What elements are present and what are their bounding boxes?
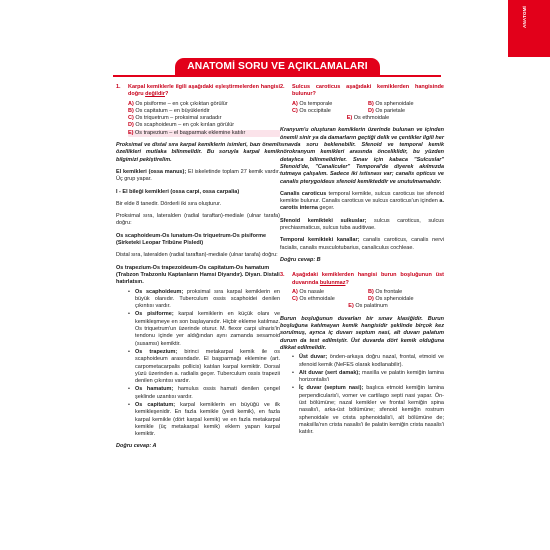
option-2b — [368, 101, 444, 108]
option-key: A) — [128, 100, 134, 107]
question-1-options — [116, 101, 280, 137]
question-1-text — [128, 84, 280, 99]
bullet-text: maxilla ve palatin kemiğin lamina horizontalis'i — [299, 369, 444, 384]
proximal-row-text: Proksimal sıra, lateralden (radial taraftan)-mediale (ulnar tarafa) doğru: — [116, 213, 280, 227]
question-2-options — [280, 101, 444, 123]
option-text: Os nasale — [299, 288, 325, 295]
bullet-text: önden-arkaya doğru nazal, frontal, etmoid ve sfenoid kemik (NeFES olarak kodlanabilir). — [299, 354, 444, 368]
option-text: Os capitatum – en büyükleridir — [135, 107, 210, 114]
option-text: Os frontale — [375, 288, 403, 295]
canalis-paragraph — [280, 191, 444, 213]
option-3e — [292, 303, 444, 310]
list-item — [128, 289, 280, 311]
option-2a — [292, 101, 368, 108]
answer-1: Doğru cevap: A — [116, 443, 157, 450]
bullet-text: karpal kemiklerin en büyüğü ve ilk kemikleşenidir. En fazla kemikle (yedi kemik), en fazla karpal kemikle (dört karpal kemik) ve en fazla metakarpal kemikle (üç metakarpal kemik) eklem yapan karpal kemiktir. — [135, 401, 280, 438]
page-header — [175, 58, 380, 75]
bullet-term: Os hamatum; — [135, 386, 174, 393]
question-2-number: 2. — [280, 84, 285, 90]
question-2-text: Sulcus caroticus aşağıdaki kemiklerden hangisinde bulunur? — [292, 84, 444, 98]
option-key: C) — [292, 296, 298, 303]
option-3b — [368, 289, 444, 296]
header-divider — [113, 75, 441, 77]
proximal-mnemonic: Os scaphoideum-Os lunatum-Os triquetrum-Os pisiforme (Sirketeki Leopar Tribüne Pisledi) — [116, 232, 267, 247]
option-1e-highlighted — [128, 130, 280, 137]
option-key: D) — [128, 122, 134, 129]
option-1d — [128, 122, 280, 129]
bullet-term: Alt duvar (sert damak); — [299, 369, 361, 376]
option-2d — [368, 108, 444, 115]
answer-2: Doğru cevap: B — [280, 256, 321, 263]
bullet-term: Os pisiforme; — [135, 311, 174, 318]
question-3-number: 3. — [280, 272, 285, 279]
carpal-count: Bir elde 8 tanedir. Dörderli iki sıra oluşturur. — [116, 200, 222, 207]
option-text: Os ethmoidale — [299, 296, 335, 303]
bullet-text: birinci metakarpal kemik ile os scaphoideum arasındadır. El başparmağı eklemine (art. carpometacarpalis pollicis) katılan karpal kemiktir. Dorsal yüzü üzerinden a. radialis geçer. Tuberculum ossis trapezii denilen çıkıntısı vardır. — [135, 348, 280, 385]
option-text: Os occipitale — [299, 107, 331, 114]
bullet-text: başlıca etmoid kemiğin lamina perpendicularis'i, vomer ve cartilago septi nasi yapar. Ön-üst bölümüne; nazal kemikler ve frontal kemiğin spina nasalis'i, arka-üst bölümüne; sfenoid kemiğin rostrum sphenoidale ve crista sphenoidalis'i, alt bölümüne de; maksilla'nın crista nasalis'i ile palatin kemiğin crista nasalis'i katılır. — [299, 385, 444, 436]
option-key: D) — [368, 296, 374, 303]
option-key: D) — [368, 107, 374, 114]
option-3d — [368, 296, 444, 303]
bullet-term: İç duvar (septum nasi); — [299, 385, 364, 392]
option-key: E) — [348, 303, 354, 310]
cranium-explanation: Kranyum'u oluşturan kemiklerin üzerinde bulunan ve içinden önemli sinir ya da damarların geçtiği delik ve çentikler ilgili her sınavda soru beklenebilir. Sfenoid ve temporal kemik nörokranyum kemikleri arasında önceliklidir, bu yüzden detaylıca bilinmelidirler. Sınav için kabaca "Sulcuslar" Sfenoid'de, "Canaliculer" Temporal'de diyerek akılmızda tutmaya çalışalım. Sadece iki istisnası var; canalis opticus ve canalis pterygoideus sfenoid kemikteddir ve unutulmamalıdır. — [280, 127, 444, 185]
hand-bones-term: El kemikleri (ossa manus); — [116, 168, 187, 175]
option-text: Os parietale — [375, 107, 405, 114]
question-2 — [280, 84, 444, 99]
distal-mnemonic: Os trapezium-Os trapezoideum-Os capitatum-Os hamatum (Trabzon Trabzonlu Kaptanların Hamsi Diyarıdır). Diyarı. Distali hatırlatsın. — [116, 264, 280, 286]
option-text: Os temporale — [299, 100, 333, 107]
bullet-term: Os capitatum; — [135, 401, 176, 408]
option-2e — [292, 115, 444, 122]
list-item — [292, 370, 444, 385]
right-column — [280, 84, 444, 436]
group-1-heading: I - El bileği kemikleri (ossa carpi, ossa carpalia) — [116, 188, 240, 195]
option-key: B) — [368, 288, 374, 295]
question-1-text-a: Karpal kemiklerle ilgili aşağıdaki eşleştirmelerden hangisi doğru — [128, 84, 280, 98]
question-3 — [280, 272, 444, 287]
bullet-term: Os trapezium; — [135, 348, 178, 355]
option-1c — [128, 115, 280, 122]
canalis-artery-term: a. carotis interna — [280, 198, 444, 212]
option-key: B) — [128, 107, 134, 114]
option-3a — [292, 289, 368, 296]
sphenoid-paragraph — [280, 218, 444, 233]
option-key: C) — [292, 107, 298, 114]
nasal-bullets — [280, 354, 444, 436]
option-1b — [128, 108, 280, 115]
side-tab-label: ANATOMİ — [522, 6, 527, 28]
option-key: E) — [128, 129, 134, 136]
option-key: E) — [346, 115, 353, 122]
question-3-emphasis: bulunmaz — [319, 279, 346, 286]
question-3-text-b: ? — [345, 279, 349, 286]
option-text: Os sphenoidale — [375, 296, 414, 303]
option-text: Os palatinum — [355, 303, 388, 310]
question-1-number: 1. — [116, 84, 121, 90]
option-text: Os sphenoidale — [375, 100, 414, 107]
bullet-term: Üst duvar; — [299, 354, 328, 361]
option-text: Os trapezium – el başparmak eklemine katılır — [135, 129, 246, 136]
question-3-text — [292, 272, 444, 287]
option-text: Os ethmoidale — [353, 115, 390, 122]
list-item — [128, 349, 280, 385]
section-side-tab[interactable] — [508, 0, 550, 57]
nasal-explanation: Burun boşluğunun duvarları bir sınav klasiğidir. Burun boşluğuna katılmayan kemik hangisidir şeklinde birçok kez sorulmuş, ayrıca iç duvarı septum nasi, alt duvarı palatum durum da test edilmiştir. Üst duvarda dört kemik olduğuna dikkat edilmelidir. — [280, 315, 444, 351]
option-text: Os triquetrum – proksimal sıradadır — [135, 115, 222, 122]
option-1a — [128, 101, 280, 108]
temporal-paragraph — [280, 237, 444, 252]
option-key: A) — [292, 288, 298, 295]
option-key: B) — [368, 100, 374, 107]
temporal-term: Temporal kemikteki kanallar; — [280, 237, 360, 244]
option-text: Os scaphoideum – en çok kırılan görülür — [135, 122, 235, 129]
question-1-text-b: ? — [164, 91, 169, 98]
explanation-intro: Proksimal ve distal sıra karpal kemiklerin isimleri, bazı önemli özellikleri mutlaka bilinmelidir. Bu soruyla karpal kemik bilgimizi pekiştirelim. — [116, 142, 280, 163]
list-item — [128, 402, 280, 438]
option-text: Os pisiforme – en çok çıkıktan görülür — [135, 100, 228, 107]
canalis-text-end: geçer. — [317, 205, 335, 212]
hand-bones-paragraph — [116, 169, 280, 184]
bullet-text: proksimal sıra karpal kemiklerin en büyük olanıdır. Tuberculum ossis scaphoidei denilen çıkıntısı vardır. — [135, 288, 280, 310]
bullet-term: Os scaphoideum; — [135, 288, 184, 295]
list-item — [128, 386, 280, 401]
distal-row-text: Distal sıra, lateralden (radial taraftan)-mediale (ulnar tarafa) doğru: — [116, 252, 278, 259]
option-key: C) — [128, 115, 134, 122]
canalis-term: Canalis caroticus — [280, 190, 327, 197]
list-item — [128, 311, 280, 347]
question-1 — [116, 84, 280, 99]
page-title: ANATOMİ SORU VE AÇIKLAMALARI — [187, 61, 368, 72]
canalis-text: temporal kemikte, sulcus caroticus ise sfenoid kemikte bulunur. Canalis caroticus ve sulcus caroticus'un içinden — [280, 190, 444, 205]
temporal-text: canalis caroticus, canalis nervi facialis, canalis musculotubarius, canaliculus cochleae. — [280, 237, 444, 251]
carpal-bullets — [116, 289, 280, 439]
hand-bones-text: El iskeletinde toplam 27 kemik vardır. Üç grup yapar. — [116, 168, 280, 183]
question-3-text-a: Aşağıdaki kemiklerden hangisi burun boşluğunun üst duvarında — [292, 272, 444, 286]
sphenoid-term: Sfenoid kemikteki sulkuslar; — [280, 217, 367, 224]
bullet-text: karpal kemiklerin en küçük olanı ve kemikleşmeye en son başlayanıdır. Hiçbir ekleme katılmaz. Os triquetrum'un üzerinde oturur. M. flexor carpi ulnaris'in tendonu içinde yer aldığından aynı zamanda sesamoid (susamsı) kemiktir. — [135, 311, 280, 347]
option-key: A) — [292, 100, 298, 107]
bullet-text: hamulus ossis hamati denilen çengel şeklinde uzantısı vardır. — [135, 386, 280, 400]
option-3c — [292, 296, 368, 303]
left-column — [116, 84, 280, 451]
list-item — [292, 385, 444, 436]
question-1-emphasis: değildir — [145, 91, 165, 98]
list-item — [292, 354, 444, 369]
sphenoid-text: sulcus caroticus, sulcus prechiasmaticus, sulcus tuba auditivae. — [280, 217, 444, 232]
question-3-options — [280, 289, 444, 311]
option-2c — [292, 108, 368, 115]
